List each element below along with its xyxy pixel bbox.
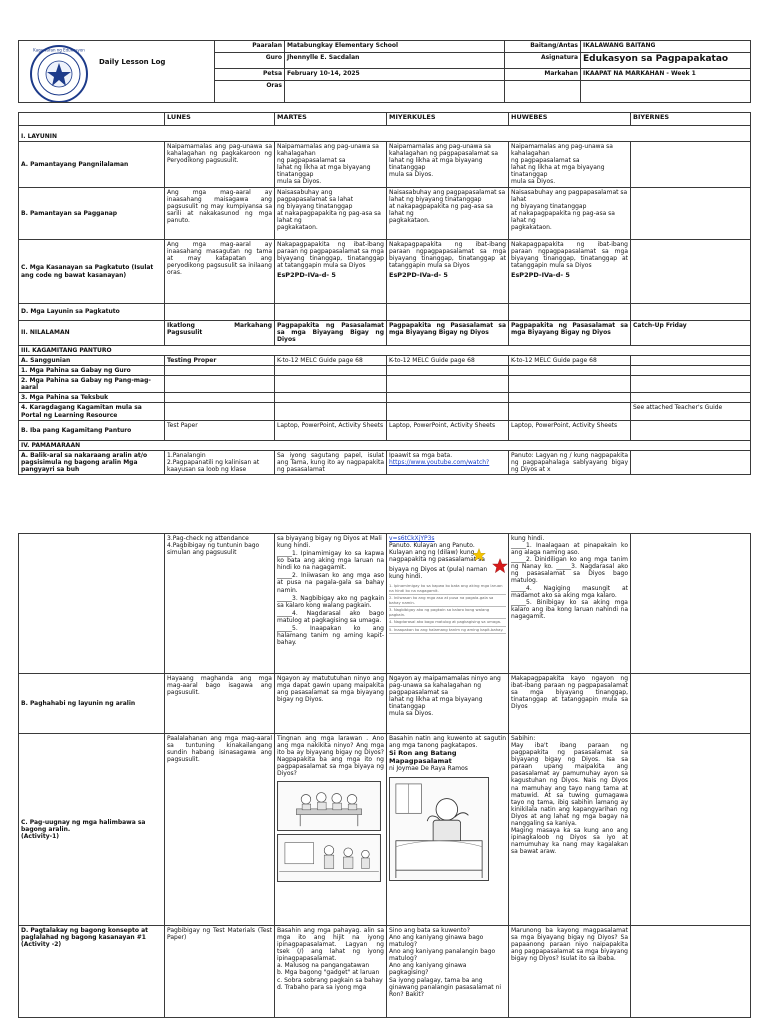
row-label-gabay-guro: 1. Mga Pahina sa Gabay ng Guro: [19, 366, 165, 376]
date-label: Petsa: [215, 68, 285, 80]
day-header-huwebes: HUWEBES: [509, 113, 631, 126]
kulayan-text-a: Panuto. Kulayan ang Panuto. Kulayan ang ng (dilaw) kung nagpapakita ng pasasalamat sa: [389, 542, 485, 564]
dll-header: [18, 40, 750, 103]
pagtalakay-martes-item: d. Trabaho para sa iyong mga: [277, 983, 367, 991]
empty-cell: [165, 366, 275, 376]
empty-cell: [631, 304, 751, 321]
school-label: Paaralan: [215, 41, 285, 53]
cell-pagtalakay-martes: [275, 926, 387, 1018]
empty-cell: [631, 734, 751, 926]
cell-pagtalakay-miyerkules: Sino ang bata sa kuwento? Ano ang kaniyang ginawa bago matulog? Ano ang kaniyang panalangin bago matulog? Ano ang kaniyang ginawa pagkagising? Sa iyong palagay, tama ba ang ginawang panalangin pasasalamat ni Ron? Bakit?: [387, 926, 509, 1018]
row-label-pamantayang-pangnilalaman: A. Pamantayang Pangnilalaman: [19, 142, 165, 188]
cell-sanggunian-martes: K-to-12 MELC Guide page 68: [275, 356, 387, 366]
boy-waking-up-illustration-icon: [389, 777, 489, 881]
cell-nilalaman-miyerkules: Pagpapakita ng Pasasalamat sa mga Biyayang Bigay ng Diyos: [387, 321, 509, 346]
cell-a-huwebes: Naipamamalas ang pag-unawa sa kahalagahan ng pagpapasalamat sa lahat ng likha at mga biyayang tinatanggap mula sa Diyos.: [509, 142, 631, 188]
cell-paguugnay-huwebes: Sabihin: May iba't ibang paraan ng pagpapakita ng pasasalamat sa biyayang bigay ng Diyos. Isa sa paraan upang maipakita ang pasasalamat ay pamumuhay ayon sa kagustuhan ng Diyos. Nais ng Diyos na mamuhay ang tayo nang tama at matuwid. At sa tuwing gumagawa tayo ng tama, ibig sabihin lamang ay kinikilala natin ang kapangyarihan ng Diyos at ang lahat ng mga bagay na nanggaling sa kaniya. Maging masaya ka sa kung ano ang ipinagkaloob ng Diyos sa iyo at namumuhay ka nang may kagalakan sa bawat araw.: [509, 734, 631, 926]
lesson-table-page2: [18, 533, 750, 1018]
cell-balik-martes: Sa iyong sagutang papel, isulat ang Tama, kung ito ay nagpapakita ng pasasalamat: [275, 450, 387, 474]
cell-balik-miyerkules: [387, 450, 509, 474]
cell-balik2-martes: [275, 534, 387, 674]
cell-a-martes: Naipamamalas ang pag-unawa sa kahalagahan ng pagpapasalamat sa lahat ng likha at mga biyayang tinatanggap mula sa Diyos.: [275, 142, 387, 188]
pagtalakay-martes-item: a. Malusog na pangangatawan: [277, 962, 370, 970]
cell-a-biyernes: [631, 142, 751, 188]
cell-b-martes: Naisasabuhay ang pagpapasalamat sa lahat ng biyayang tinatanggap at nakapagpapakita ng pag-asa sa lahat ng pagkakataon.: [275, 188, 387, 240]
cell-pagtalakay-huwebes: Marunong ba kayong magpasalamat sa mga biyayang bigay ng Diyos? Sa papaanong paraan niyo naipapakita ang pagpapasalamat sa mga biyayang bigay ng Diyos? Isulat ito sa ibaba.: [509, 926, 631, 1018]
empty-cell: [509, 304, 631, 321]
cell-karagdagang-biyernes: See attached Teacher's Guide: [631, 403, 751, 420]
row-label-gabay-magaaral: 2. Mga Pahina sa Gabay ng Pang-mag-aaral: [19, 376, 165, 393]
cell-paguugnay-lunes: Paalalahanan ang mga mag-aaral sa tuntuning kinakailangang sundin habang isinasagawa ang pagsusulit.: [165, 734, 275, 926]
martes-item: _____5. Inaapakan ko ang halamang tanim ng aming kapit-bahay.: [277, 624, 384, 647]
teacher-label: Guro: [215, 53, 285, 69]
competency-code: EsP2PD-IVa-d- 5: [511, 271, 570, 280]
row-label-kasanayan: C. Mga Kasanayan sa Pagkatuto (Isulat ang code ng bawat kasanayan): [19, 240, 165, 304]
martes-intro: sa biyayang bigay ng Diyos at Mali kung hindi.: [277, 535, 382, 550]
cell-balik2-lunes: 3.Pag-check ng attendance 4.Pagbibigay ng tuntunin bago simulan ang pagsusulit: [165, 534, 275, 674]
story-author: ni Joymae De Raya Ramos: [389, 765, 468, 773]
youtube-link[interactable]: https://www.youtube.com/watch?: [389, 458, 490, 466]
cell-c-martes-text: Nakapagpapakita ng ibat-ibang paraan ng pagpapasalamat sa mga biyayang tinanggap, tinatanggap at tatanggapin mula sa Diyos: [277, 241, 384, 270]
row-label-paguugnay: C. Pag-uugnay ng mga halimbawa sa bagong aralin. (Activity-1): [19, 734, 165, 926]
empty-cell: [631, 450, 751, 474]
empty-cell: [509, 366, 631, 376]
section-layunin: I. LAYUNIN: [19, 126, 751, 142]
cell-a-lunes: Naipamamalas ang pag-unawa sa kahalagahan ng pagkakaroon ng Peryodikong pagsusulit.: [165, 142, 275, 188]
row-label-paghahabi: B. Paghahabi ng layunin ng aralin: [19, 674, 165, 734]
cell-nilalaman-huwebes: Pagpapakita ng Pasasalamat sa mga Biyayang Bigay ng Diyos: [509, 321, 631, 346]
kulayan-instruction: [389, 542, 506, 580]
empty-cell: [275, 376, 387, 393]
paguugnay-miyerkules-text: Basahin natin ang kuwento at sagutin ang mga tanong pagkatapos.: [389, 735, 506, 750]
row-label-pamantayan-sa-pagganap: B. Pamantayan sa Pagganap: [19, 188, 165, 240]
empty-cell: [387, 393, 509, 403]
lesson-table-continued: [18, 533, 751, 1018]
empty-cell: [505, 80, 581, 102]
day-header-lunes: LUNES: [165, 113, 275, 126]
cell-paguugnay-martes: [275, 734, 387, 926]
empty-cell: [387, 304, 509, 321]
seal-text: Kagawaran ng Edukasyon: [33, 47, 85, 53]
cell-c-miyerkules: [387, 240, 509, 304]
cell-a-miyerkules: Naipamamalas ang pag-unawa sa kahalagahan ng pagpapasalamat sa lahat ng likha at mga biyayang tinatanggap mula sa Diyos.: [387, 142, 509, 188]
empty-cell: [19, 113, 165, 126]
empty-cell: [581, 80, 751, 102]
star-activity-item: 1. Ipinamimigay ko sa kapwa ko bata ang aking mga laruan na hindi ko na nagagamit.: [389, 583, 506, 595]
cell-iba-lunes: Test Paper: [165, 420, 275, 440]
empty-cell: [631, 376, 751, 393]
row-label-layunin-sa-pagkatuto: D. Mga Layunin sa Pagkatuto: [19, 304, 165, 321]
cell-sanggunian-huwebes: K-to-12 MELC Guide page 68: [509, 356, 631, 366]
martes-item: _____4. Nagdarasal ako bago matulog at pagkagising sa umaga.: [277, 609, 384, 624]
empty-cell: [275, 393, 387, 403]
empty-cell: [387, 376, 509, 393]
lesson-table: [18, 112, 751, 475]
quarter-value: IKAAPAT NA MARKAHAN - Week 1: [581, 68, 751, 80]
grade-value: IKALAWANG BAITANG: [581, 41, 751, 53]
section-kagamitang-panturo: III. KAGAMITANG PANTURO: [19, 346, 751, 356]
time-label: Oras: [215, 80, 285, 102]
teacher-value: Jhennylle E. Sacdalan: [285, 53, 505, 69]
star-activity-item: 5. Inaapakan ko ang halamang tanim ng aming kapit-bahay.: [389, 627, 506, 634]
cell-c-huwebes-text: Nakapagpapakita ng ibat-ibang paraan ngpagpapasalamat sa mga biyayang tinanggap, tinatanggap at tatanggapin mula sa Diyos: [511, 241, 628, 270]
cell-balik2-miyerkules: [387, 534, 509, 674]
cell-balik-huwebes: Panuto: Lagyan ng / kung nagpapakita ng pagpapahalaga sablyayang bigay ng Diyos at x: [509, 450, 631, 474]
cell-c-lunes: Ang mga mag-aaral ay inaasahang masagutan ng tama at may katapatan ang peryodikong pagsusulit sa inilaang oras.: [165, 240, 275, 304]
empty-cell: [631, 420, 751, 440]
competency-code: EsP2PD-IVa-d- 5: [389, 271, 448, 280]
pagtalakay-martes-item: c. Sobra sobrang pagkain sa bahay: [277, 976, 383, 984]
deped-seal-icon: [29, 44, 89, 103]
empty-cell: [631, 534, 751, 674]
empty-cell: [387, 366, 509, 376]
cell-c-miyerkules-text: Nakapagpapakita ng ibat-ibang paraan ngpagpapasalamat sa mga biyayang tinanggap, tinatanggap at tatanggapin mula sa Diyos: [389, 241, 506, 270]
empty-cell: [19, 534, 165, 674]
pagtalakay-martes-intro: Basahin ang mga pahayag. alin sa mga ito ang hijit na iyong ipinagpapasalamat. Lagyan ng tsek (/) ang lahat ng iyong ipinagpapasalamat.: [277, 927, 384, 963]
row-label-iba-pang-kagamitan: B. Iba pang Kagamitang Panturo: [19, 420, 165, 440]
quarter-label: Markahan: [505, 68, 581, 80]
empty-cell: [275, 403, 387, 420]
empty-cell: [509, 376, 631, 393]
cell-paguugnay-miyerkules: [387, 734, 509, 926]
cell-paghahabi-lunes: Hayaang maghanda ang mga mag-aaral bago isagawa ang pagsusulit.: [165, 674, 275, 734]
cell-balik2-huwebes: kung hindi. _____1. Inaalagaan at pinapakain ko ang alaga naming aso. _____2. Dinidiligan ko ang mga tanim ng Nanay ko. _____3. Nagdarasal ako ng pasasalamat sa Diyos bago matulog. _____4. Nagiging masungit at madamot ako sa aking mga kalaro. _____5. Binibigay ko sa aking mga kalaro ang iba kong laruan nahindi na nagagamit.: [509, 534, 631, 674]
subject-value: Edukasyon sa Pagpapakatao: [581, 53, 751, 69]
red-star-icon: [492, 558, 508, 574]
youtube-link-continued[interactable]: v=s6tCkXjYP3s: [389, 535, 435, 542]
lesson-table-page1: [18, 112, 750, 475]
cell-sanggunian-miyerkules: K-to-12 MELC Guide page 68: [387, 356, 509, 366]
martes-item: _____1. Ipinamimigay ko sa kapwa ko bata ang aking mga laruan na hindi ko na nagagamit.: [277, 550, 384, 572]
empty-cell: [631, 926, 751, 1018]
row-label-karagdagang-kagamitan: 4. Karagdagang Kagamitan mula sa Portal ng Learning Resource: [19, 403, 165, 420]
cell-balik-lunes: 1.Panalangin 2.Pagpapanatili ng kalinisan at kaayusan sa loob ng klase: [165, 450, 275, 474]
martes-item: _____2. Iniiwasan ko ang mga aso at pusa na pagala-gala sa bahay namin.: [277, 572, 384, 594]
family-meal-illustration-icon: [277, 781, 381, 831]
empty-cell: [631, 356, 751, 366]
empty-cell: [631, 674, 751, 734]
cell-b-lunes: Ang mga mag-aaral ay inaasahang maisagawa ang pagsusulit ng may kumpiyansa sa sarili at nakakasunod ng mga panuto.: [165, 188, 275, 240]
cell-iba-huwebes: Laptop, PowerPoint, Activity Sheets: [509, 420, 631, 440]
empty-cell: [631, 393, 751, 403]
cell-b-biyernes: [631, 188, 751, 240]
logo-cell: [19, 41, 215, 103]
cell-nilalaman-biyernes: Catch-Up Friday: [631, 321, 751, 346]
empty-cell: [275, 304, 387, 321]
cell-pagtalakay-lunes: Pagbibigay ng Test Materials (Test Paper): [165, 926, 275, 1018]
cell-iba-miyerkules: Laptop, PowerPoint, Activity Sheets: [387, 420, 509, 440]
empty-cell: [165, 403, 275, 420]
row-label-sanggunian: A. Sanggunian: [19, 356, 165, 366]
day-header-biyernes: BIYERNES: [631, 113, 751, 126]
pagtalakay-martes-item: b. Mga bagong "gadget" at laruan: [277, 969, 380, 977]
cell-paghahabi-martes: Ngayon ay matututuhan ninyo ang mga dapat gawin upang maipakita ang pasasalamat sa mga biyayang bigay ng Diyos.: [275, 674, 387, 734]
section-pamamaraan: IV. PAMAMARAAN: [19, 440, 751, 450]
grade-label: Baitang/Antas: [505, 41, 581, 53]
cell-paghahabi-huwebes: Makapagpapakita kayo ngayon ng ibat-ibang paraan ng pagpapasalamat sa mga biyayang tinanggap, tinatanggap at tatanggapin mula sa Diyos: [509, 674, 631, 734]
empty-cell: [631, 366, 751, 376]
cell-iba-martes: Laptop, PowerPoint, Activity Sheets: [275, 420, 387, 440]
empty-cell: [165, 304, 275, 321]
competency-code: EsP2PD-IVa-d- 5: [277, 271, 336, 280]
kulayan-text-b: biyaya ng Diyos at (pula) naman kung hindi.: [389, 566, 488, 581]
star-activity-item: 2. Iniiwasan ko ang mga aso at pusa na pagala-gala sa bahay namin.: [389, 595, 506, 607]
row-label-pagtalakay: D. Pagtalakay ng bagong konsepto at paglalahad ng bagong kasanayan #1 (Activity -2): [19, 926, 165, 1018]
star-activity-item: 4. Nagdarasal ako bago matulog at pagkagising sa umaga.: [389, 619, 506, 626]
date-value: February 10-14, 2025: [285, 68, 505, 80]
empty-cell: [509, 403, 631, 420]
yellow-star-icon: [472, 548, 486, 562]
day-header-miyerkules: MIYERKULES: [387, 113, 509, 126]
time-value: [285, 80, 505, 102]
cell-c-huwebes: [509, 240, 631, 304]
row-label-balik-aral: A. Balik-aral sa nakaraang aralin at/o pagsisimula ng bagong aralin Mga pangyayri sa buh: [19, 450, 165, 474]
cell-balik-miyerkules-text: Ipaawit sa mga bata.: [389, 451, 453, 459]
cell-nilalaman-martes: Pagpapakita ng Pasasalamat sa mga Biyayang Bigay ng Diyos: [275, 321, 387, 346]
row-label-nilalaman: II. NILALAMAN: [19, 321, 165, 346]
dll-title: Daily Lesson Log: [99, 58, 166, 66]
empty-cell: [387, 403, 509, 420]
martes-item: _____3. Nagbibigay ako ng pagkain sa kalaro kong walang pagkain.: [277, 594, 384, 609]
cell-sanggunian-lunes: Testing Proper: [165, 356, 275, 366]
empty-cell: [509, 393, 631, 403]
star-activity-list: [389, 583, 506, 634]
empty-cell: [165, 393, 275, 403]
people-scene-illustration-icon: [277, 834, 381, 882]
subject-label: Asignatura: [505, 53, 581, 69]
story-title: Si Ron ang Batang Mapagpasalamat: [389, 749, 457, 765]
row-label-teksbuk: 3. Mga Pahina sa Teksbuk: [19, 393, 165, 403]
paguugnay-martes-text: Tingnan ang mga larawan . Ano ang mga nakikita ninyo? Ang mga ito ba ay biyayang bigay ng Diyos? Nagpapakita ba ang mga ito ng pagpapasalamat sa mga biyaya ng Diyos?: [277, 735, 384, 778]
cell-b-miyerkules: Naisasabuhay ang pagpapasalamat sa lahat ng biyayang tinatanggap at nakapagpapakita ng pag-asa sa lahat ng pagkakataon.: [387, 188, 509, 240]
header-table: [18, 40, 751, 103]
empty-cell: [165, 376, 275, 393]
school-value: Matabungkay Elementary School: [285, 41, 505, 53]
cell-paghahabi-miyerkules: Ngayon ay maipamamalas ninyo ang pag-unawa sa kahalagahan ng pagpapasalamat sa lahat ng likha at mga biyayang tinatanggap mula sa Diyos.: [387, 674, 509, 734]
cell-nilalaman-lunes: Ikatlong Markahang Pagsusulit: [165, 321, 275, 346]
cell-c-martes: [275, 240, 387, 304]
cell-c-biyernes: [631, 240, 751, 304]
cell-b-huwebes: Naisasabuhay ang pagpapasalamat sa lahat ng biyayang tinatanggap at nakapagpapakita ng pag-asa sa lahat ng pagkakataon.: [509, 188, 631, 240]
day-header-martes: MARTES: [275, 113, 387, 126]
empty-cell: [275, 366, 387, 376]
star-activity-item: 3. Nagbibigay ako ng pagkain sa kalaro kong walang pagkain.: [389, 607, 506, 619]
